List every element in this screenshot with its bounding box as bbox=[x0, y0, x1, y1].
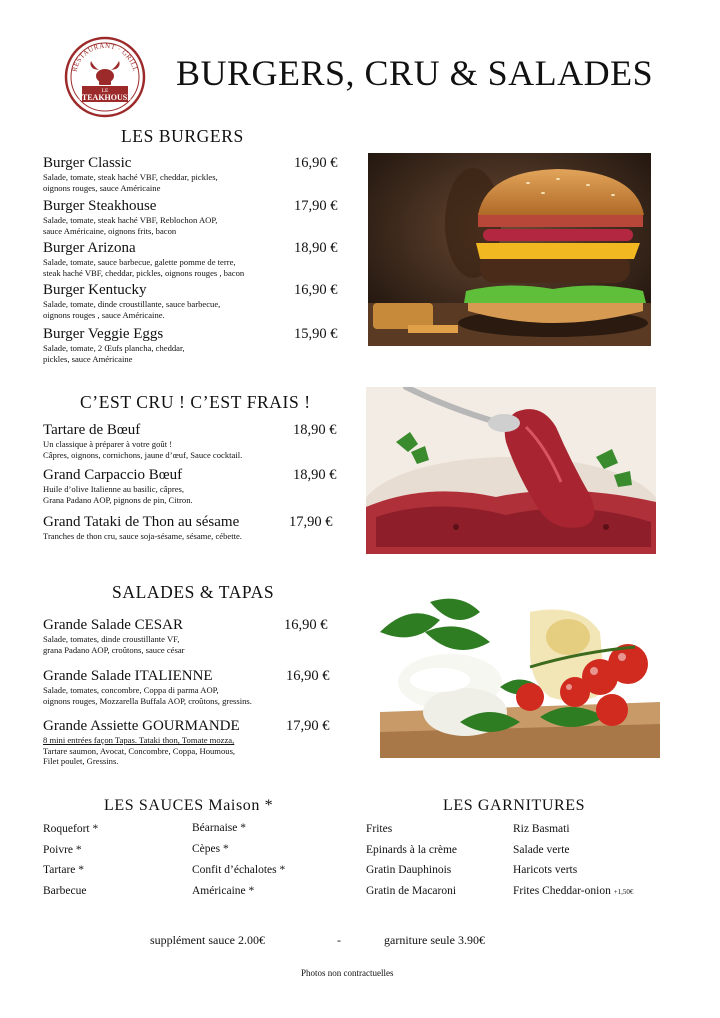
item-description: Salade, tomates, concombre, Coppa di parma AOP, oignons rouges, Mozzarella Buffala AOP, croûtons, gressins. bbox=[43, 685, 252, 706]
item-description: Salade, tomate, 2 Œufs plancha, cheddar, pickles, sauce Américaine bbox=[43, 343, 185, 364]
item-name: Burger Steakhouse bbox=[43, 198, 157, 214]
section-title-burgers: LES BURGERS bbox=[121, 126, 244, 146]
sauce-item: Roquefort * bbox=[43, 823, 99, 835]
extra-price-note: +1,50€ bbox=[613, 888, 634, 896]
logo-brand-text: STEAKHOUSE bbox=[77, 93, 133, 102]
item-name: Grand Carpaccio Bœuf bbox=[43, 467, 183, 483]
sauce-item: Barbecue bbox=[43, 885, 87, 897]
menu-item-burger-steakhouse bbox=[43, 198, 343, 236]
item-price: 16,90 € bbox=[284, 617, 328, 633]
logo-small-text: LE bbox=[101, 88, 109, 94]
section-title-salades: SALADES & TAPAS bbox=[112, 582, 275, 602]
item-description: Salade, tomates, dinde croustillante VF, grana Padano AOP, croûtons, sauce césar bbox=[43, 634, 185, 655]
item-name: Burger Arizona bbox=[43, 240, 136, 256]
item-description: Tranches de thon cru, sauce soja-sésame, sésame, cébette. bbox=[43, 531, 242, 541]
menu-item-burger-classic bbox=[43, 155, 343, 193]
item-description: Huile d’olive Italienne au basilic, câpres, Grana Padano AOP, pignons de pin, Citron. bbox=[43, 484, 193, 505]
item-name: Tartare de Bœuf bbox=[43, 422, 141, 438]
item-price: 18,90 € bbox=[293, 467, 337, 483]
footer-separator: - bbox=[337, 933, 341, 947]
steakhouse-logo bbox=[64, 36, 146, 118]
item-description: 8 mini entrées façon Tapas. Tataki thon, Tomate mozza, Tartare saumon, Avocat, Concombre, Coppa, Houmous, Filet poulet, Gressins. bbox=[43, 735, 236, 767]
garniture-seule: garniture seule 3.90€ bbox=[384, 933, 485, 947]
sauce-item: Béarnaise * bbox=[192, 822, 246, 834]
item-description: Salade, tomate, steak haché VBF, Reblochon AOP, sauce Américaine, oignons frits, bacon bbox=[43, 215, 218, 236]
item-price: 18,90 € bbox=[293, 422, 337, 438]
menu-item-carpaccio-boeuf bbox=[43, 467, 343, 505]
item-name: Burger Veggie Eggs bbox=[43, 326, 164, 342]
garniture-item: Frites bbox=[366, 823, 393, 835]
garniture-item: Gratin de Macaroni bbox=[366, 885, 457, 897]
item-name: Grand Tataki de Thon au sésame bbox=[43, 514, 240, 530]
supplement-sauce: supplément sauce 2.00€ bbox=[150, 933, 265, 947]
item-price: 17,90 € bbox=[294, 198, 338, 214]
garniture-item: Frites Cheddar-onion bbox=[513, 885, 611, 897]
sauce-item: Cèpes * bbox=[192, 843, 229, 855]
item-description: Salade, tomate, steak haché VBF, cheddar, pickles, oignons rouges, sauce Américaine bbox=[43, 172, 218, 193]
garniture-item: Gratin Dauphinois bbox=[366, 864, 452, 876]
item-price: 18,90 € bbox=[294, 240, 338, 256]
sauce-item: Américaine * bbox=[192, 885, 255, 897]
logo-top-text: RESTAURANT · GRILL bbox=[70, 41, 140, 73]
item-description: Salade, tomate, dinde croustillante, sauce barbecue, oignons rouges , sauce Américaine. bbox=[43, 299, 221, 320]
sauce-item: Tartare * bbox=[43, 864, 85, 876]
item-description: Un classique à préparer à votre goût ! Câpres, oignons, cornichons, jaune d’œuf, Sauce cocktail. bbox=[43, 439, 243, 460]
sauce-item: Poivre * bbox=[43, 844, 82, 856]
mozzarella-photo bbox=[380, 592, 660, 758]
carpaccio-photo bbox=[366, 387, 656, 554]
item-price: 16,90 € bbox=[286, 668, 330, 684]
item-name: Grande Salade CESAR bbox=[43, 617, 183, 633]
menu-item-burger-kentucky bbox=[43, 282, 343, 320]
item-name: Burger Kentucky bbox=[43, 282, 147, 298]
photo-disclaimer: Photos non contractuelles bbox=[301, 968, 394, 978]
section-title-garnitures: LES GARNITURES bbox=[443, 797, 586, 814]
burger-photo bbox=[368, 153, 651, 346]
page-title: BURGERS, CRU & SALADES bbox=[176, 53, 654, 93]
item-price: 17,90 € bbox=[289, 514, 333, 530]
menu-item-burger-veggie-eggs bbox=[43, 326, 343, 364]
item-name: Burger Classic bbox=[43, 155, 132, 171]
garniture-item: Epinards à la crème bbox=[366, 844, 457, 856]
item-price: 16,90 € bbox=[294, 155, 338, 171]
item-name: Grande Salade ITALIENNE bbox=[43, 668, 213, 684]
garniture-item: Haricots verts bbox=[513, 864, 578, 876]
garniture-item: Salade verte bbox=[513, 844, 570, 856]
menu-item-salade-italienne bbox=[43, 668, 343, 706]
garniture-item-cheddar-onion bbox=[513, 885, 633, 897]
item-description: Salade, tomate, sauce barbecue, galette pomme de terre, steak haché VBF, cheddar, pickles, oignons rouges , bacon bbox=[43, 257, 245, 278]
sauce-item: Confit d’échalotes * bbox=[192, 864, 286, 876]
section-title-sauces: LES SAUCES Maison * bbox=[104, 797, 274, 814]
menu-item-tataki-thon bbox=[43, 514, 343, 542]
item-price: 15,90 € bbox=[294, 326, 338, 342]
menu-item-tartare-boeuf bbox=[43, 422, 343, 460]
item-name: Grande Assiette GOURMANDE bbox=[43, 718, 240, 734]
menu-item-salade-cesar bbox=[43, 617, 343, 655]
section-title-cru: C’EST CRU ! C’EST FRAIS ! bbox=[80, 392, 311, 412]
item-price: 17,90 € bbox=[286, 718, 330, 734]
menu-item-assiette-gourmande bbox=[43, 718, 343, 767]
item-price: 16,90 € bbox=[294, 282, 338, 298]
garniture-item: Riz Basmati bbox=[513, 823, 570, 835]
menu-item-burger-arizona bbox=[43, 240, 343, 278]
